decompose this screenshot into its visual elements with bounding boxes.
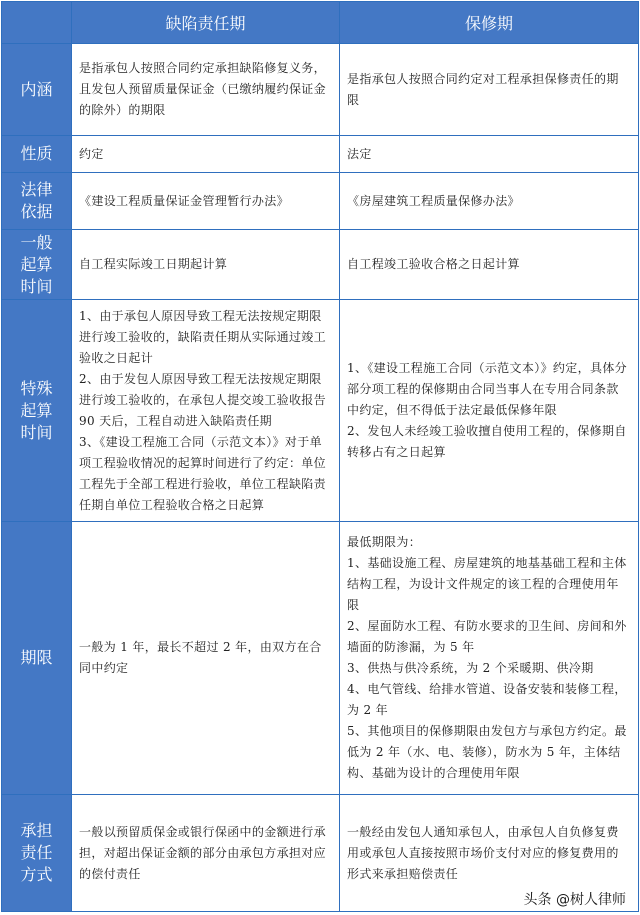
defect-cell: 自工程实际竣工日期起计算 <box>72 230 340 300</box>
defect-cell <box>72 300 340 522</box>
header-defect-period: 缺陷责任期 <box>72 2 340 44</box>
watermark-label: 头条 @树人律师 <box>523 892 626 908</box>
warranty-cell: 一般经由发包人通知承包人，由承包人自负修复费用或承包人直接按照市场价支付对应的修复费用的形式来承担赔偿责任 <box>340 795 639 912</box>
defect-cell: 是指承包人按照合同约定承担缺陷修复义务，且发包人预留质量保证金（已缴纳履约保证金的除外）的期限 <box>72 44 340 136</box>
row-label: 一般起算时间 <box>2 230 72 300</box>
table-row-nature <box>2 136 639 173</box>
list-item: 1、基础设施工程、房屋建筑的地基基础工程和主体结构工程，为设计文件规定的该工程的合理使用年限 <box>347 556 627 612</box>
list-item: 最低期限为： <box>347 535 422 549</box>
comparison-table <box>1 1 639 912</box>
table-row-special-start <box>2 300 639 522</box>
table-row-connotation <box>2 44 639 136</box>
header-corner <box>2 2 72 44</box>
list-item: 2、发包人未经竣工验收擅自使用工程的，保修期自转移占有之日起算 <box>347 424 627 459</box>
row-label: 性质 <box>2 136 72 173</box>
defect-cell: 一般为 1 年，最长不超过 2 年，由双方在合同中约定 <box>72 522 340 795</box>
list-item: 2、屋面防水工程、有防水要求的卫生间、房间和外墙面的防渗漏，为 5 年 <box>347 619 627 654</box>
list-item: 3、《建设工程施工合同（示范文本）》对于单项工程验收情况的起算时间进行了约定：单位工程先于全部工程进行验收，单位工程缺陷责任期自单位工程验收合格之日起算 <box>79 434 327 512</box>
row-label: 特殊起算时间 <box>2 300 72 522</box>
row-label: 期限 <box>2 522 72 795</box>
list-item: 3、供热与供冷系统，为 2 个采暖期、供冷期 <box>347 661 594 675</box>
header-row <box>2 2 639 44</box>
defect-cell: 约定 <box>72 136 340 173</box>
warranty-cell: 是指承包人按照合同约定对工程承担保修责任的期限 <box>340 44 639 136</box>
defect-cell: 《建设工程质量保证金管理暂行办法》 <box>72 173 340 230</box>
table-row-legal-basis <box>2 173 639 230</box>
warranty-cell: 《房屋建筑工程质量保修办法》 <box>340 173 639 230</box>
header-warranty-period: 保修期 <box>340 2 639 44</box>
row-label: 承担责任方式 <box>2 795 72 912</box>
warranty-cell: 自工程竣工验收合格之日起计算 <box>340 230 639 300</box>
row-label: 法律依据 <box>2 173 72 230</box>
list-item: 5、其他项目的保修期限由发包方与承包方约定。最低为 2 年（水、电、装修），防水为 5 年，主体结构、基础为设计的合理使用年限 <box>347 724 627 780</box>
defect-cell: 一般以预留质保金或银行保函中的金额进行承担，对超出保证金额的部分由承包方承担对应的偿付责任 <box>72 795 340 912</box>
table-row-period <box>2 522 639 795</box>
warranty-cell <box>340 522 639 795</box>
list-item: 1、由于承包人原因导致工程无法按规定期限进行竣工验收的，缺陷责任期从实际通过竣工验收之日起计 <box>79 308 327 365</box>
warranty-cell: 法定 <box>340 136 639 173</box>
list-item: 1、《建设工程施工合同（示范文本）》约定，具体分部分项工程的保修期由合同当事人在专用合同条款中约定，但不得低于法定最低保修年限 <box>347 361 628 417</box>
table-row-general-start <box>2 230 639 300</box>
list-item: 4、电气管线、给排水管道、设备安装和装修工程，为 2 年 <box>347 682 627 717</box>
warranty-cell <box>340 300 639 522</box>
row-label: 内涵 <box>2 44 72 136</box>
list-item: 2、由于发包人原因导致工程无法按规定期限进行竣工验收的，在承包人提交竣工验收报告 90 天后，工程自动进入缺陷责任期 <box>79 371 327 428</box>
